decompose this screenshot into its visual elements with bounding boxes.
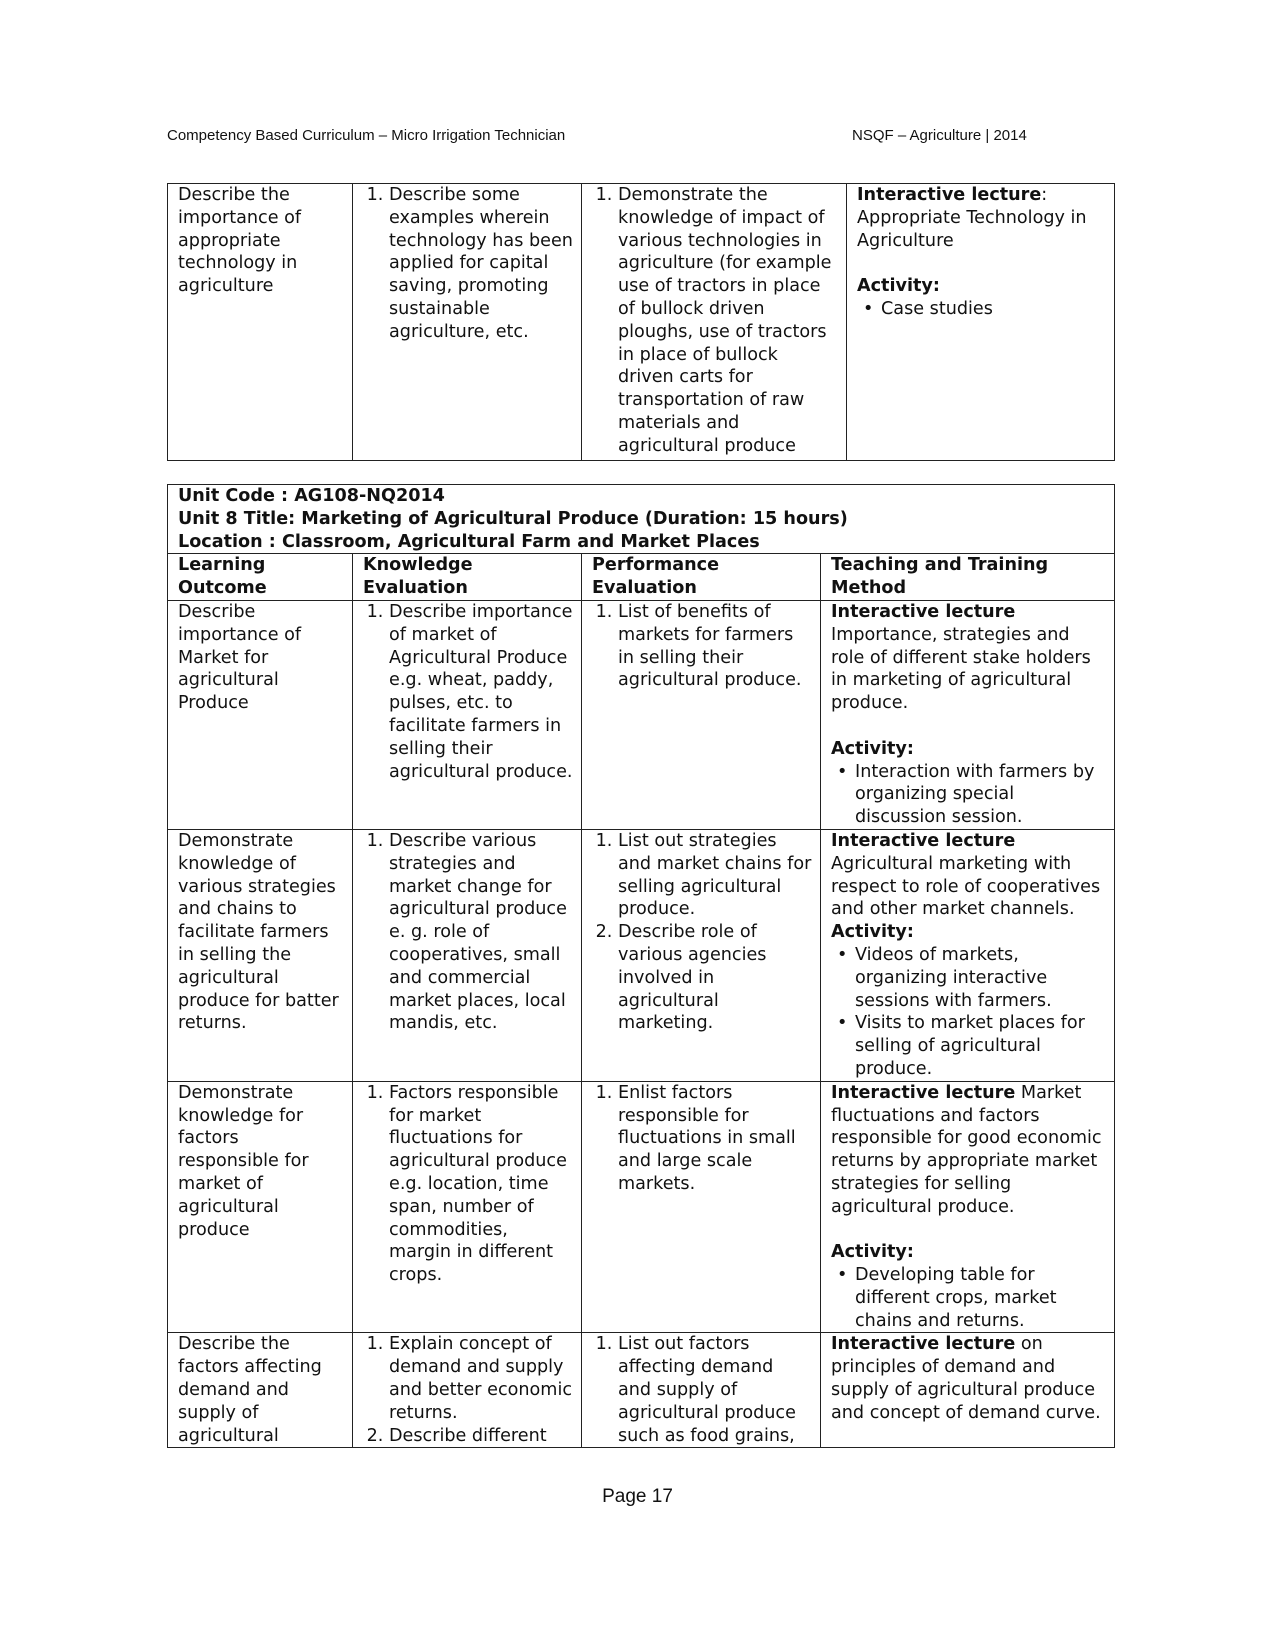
- method-text: Market fluctuations and factors responsible for good economic returns by appropriate market strategies for selling agricultural produce.: [831, 1082, 1102, 1217]
- continuation-table: [167, 183, 1115, 461]
- learning-outcome-cell: Demonstrate knowledge of various strategies and chains to facilitate farmers in selling the agricultural produce for batter returns.: [168, 829, 353, 1081]
- knowledge-evaluation-cell: [353, 184, 582, 461]
- list-item: • Videos of markets, organizing interactive sessions with farmers.: [855, 944, 1106, 1012]
- activity-label: Activity:: [857, 276, 940, 297]
- teaching-method-cell: [821, 1333, 1115, 1448]
- method-text: on principles of demand and supply of agricultural produce and concept of demand curve.: [831, 1334, 1101, 1423]
- teaching-method-cell: [821, 1081, 1115, 1333]
- method-colon: :: [1041, 185, 1048, 205]
- method-label: Interactive lecture: [831, 1082, 1016, 1103]
- page-number: Page 17: [602, 1486, 673, 1507]
- activity-label: Activity:: [831, 922, 914, 943]
- list-item: • Developing table for different crops, market chains and returns.: [855, 1264, 1106, 1332]
- list-item: 1. Factors responsible for market fluctuations for agricultural produce e.g. location, time span, number of commodities, margin in different crops.: [389, 1082, 573, 1287]
- table-row: [168, 1081, 1115, 1333]
- teaching-method-cell: [821, 600, 1115, 829]
- learning-outcome-cell: Describe the importance of appropriate technology in agriculture: [168, 184, 353, 461]
- knowledge-evaluation-cell: [353, 1081, 582, 1333]
- column-header: Performance Evaluation: [582, 554, 821, 601]
- performance-evaluation-cell: [582, 829, 821, 1081]
- list-item: 1. Demonstrate the knowledge of impact of various technologies in agriculture (for example use of tractors in place of bullock driven ploughs, use of tractors in place of bullock driven carts for transportation of raw materials and agricultural produce: [618, 184, 838, 458]
- teaching-method-cell: [847, 184, 1115, 461]
- performance-evaluation-cell: [582, 1333, 821, 1448]
- column-header: Knowledge Evaluation: [353, 554, 582, 601]
- method-label: Interactive lecture: [831, 1334, 1016, 1355]
- performance-evaluation-cell: [582, 600, 821, 829]
- list-item: • Case studies: [881, 298, 1106, 321]
- knowledge-evaluation-cell: [353, 600, 582, 829]
- column-header: Learning Outcome: [168, 554, 353, 601]
- table-row: [168, 829, 1115, 1081]
- performance-evaluation-cell: [582, 1081, 821, 1333]
- method-label: Interactive lecture: [831, 830, 1016, 851]
- list-item: 1. List of benefits of markets for farmers in selling their agricultural produce.: [618, 601, 812, 692]
- unit-code: Unit Code : AG108-NQ2014: [178, 486, 445, 506]
- teaching-method-cell: [821, 829, 1115, 1081]
- method-text: Appropriate Technology in Agriculture: [857, 207, 1087, 251]
- list-item: • Visits to market places for selling of agricultural produce.: [855, 1012, 1106, 1080]
- header-right: NSQF – Agriculture | 2014: [852, 127, 1027, 144]
- list-item: • Interaction with farmers by organizing special discussion session.: [855, 761, 1106, 829]
- unit-header-row: [168, 485, 1115, 554]
- column-header-row: [168, 554, 1115, 601]
- table-row: [168, 184, 1115, 461]
- table-row: [168, 1333, 1115, 1448]
- unit-table: [167, 484, 1115, 1448]
- method-label: Interactive lecture: [831, 601, 1016, 622]
- method-text: Importance, strategies and role of different stake holders in marketing of agricultural produce.: [831, 624, 1091, 714]
- list-item: 1. List out strategies and market chains for selling agricultural produce.: [618, 830, 812, 921]
- unit-location: Location : Classroom, Agricultural Farm and Market Places: [178, 531, 760, 552]
- unit-title: Unit 8 Title: Marketing of Agricultural Produce (Duration: 15 hours): [178, 508, 848, 529]
- activity-label: Activity:: [831, 1242, 914, 1263]
- learning-outcome-cell: Demonstrate knowledge for factors responsible for market of agricultural produce: [168, 1081, 353, 1333]
- list-item: 2. Describe role of various agencies involved in agricultural marketing.: [618, 921, 812, 1035]
- list-item: 1. Describe importance of market of Agricultural Produce e.g. wheat, paddy, pulses, etc. to facilitate farmers in selling their agricultural produce.: [389, 601, 573, 783]
- list-item: 1. Describe some examples wherein technology has been applied for capital saving, promoting sustainable agriculture, etc.: [389, 184, 573, 344]
- method-label: Interactive lecture: [857, 185, 1042, 205]
- method-text: Agricultural marketing with respect to role of cooperatives and other market channels.: [831, 853, 1101, 920]
- column-header: Teaching and Training Method: [821, 554, 1115, 601]
- table-row: [168, 600, 1115, 829]
- list-item: 1. Explain concept of demand and supply and better economic returns.: [389, 1333, 573, 1424]
- list-item: 2. Describe different: [389, 1425, 573, 1448]
- performance-evaluation-cell: [582, 184, 847, 461]
- list-item: 1. Describe various strategies and market change for agricultural produce e. g. role of cooperatives, small and commercial market places, local mandis, etc.: [389, 830, 573, 1035]
- learning-outcome-cell: Describe importance of Market for agricultural Produce: [168, 600, 353, 829]
- activity-label: Activity:: [831, 738, 914, 759]
- learning-outcome-cell: Describe the factors affecting demand and supply of agricultural: [168, 1333, 353, 1448]
- list-item: 1. Enlist factors responsible for fluctuations in small and large scale markets.: [618, 1082, 812, 1196]
- list-item: 1. List out factors affecting demand and supply of agricultural produce such as food grains,: [618, 1333, 812, 1447]
- knowledge-evaluation-cell: [353, 1333, 582, 1448]
- knowledge-evaluation-cell: [353, 829, 582, 1081]
- header-left: Competency Based Curriculum – Micro Irrigation Technician: [167, 127, 566, 144]
